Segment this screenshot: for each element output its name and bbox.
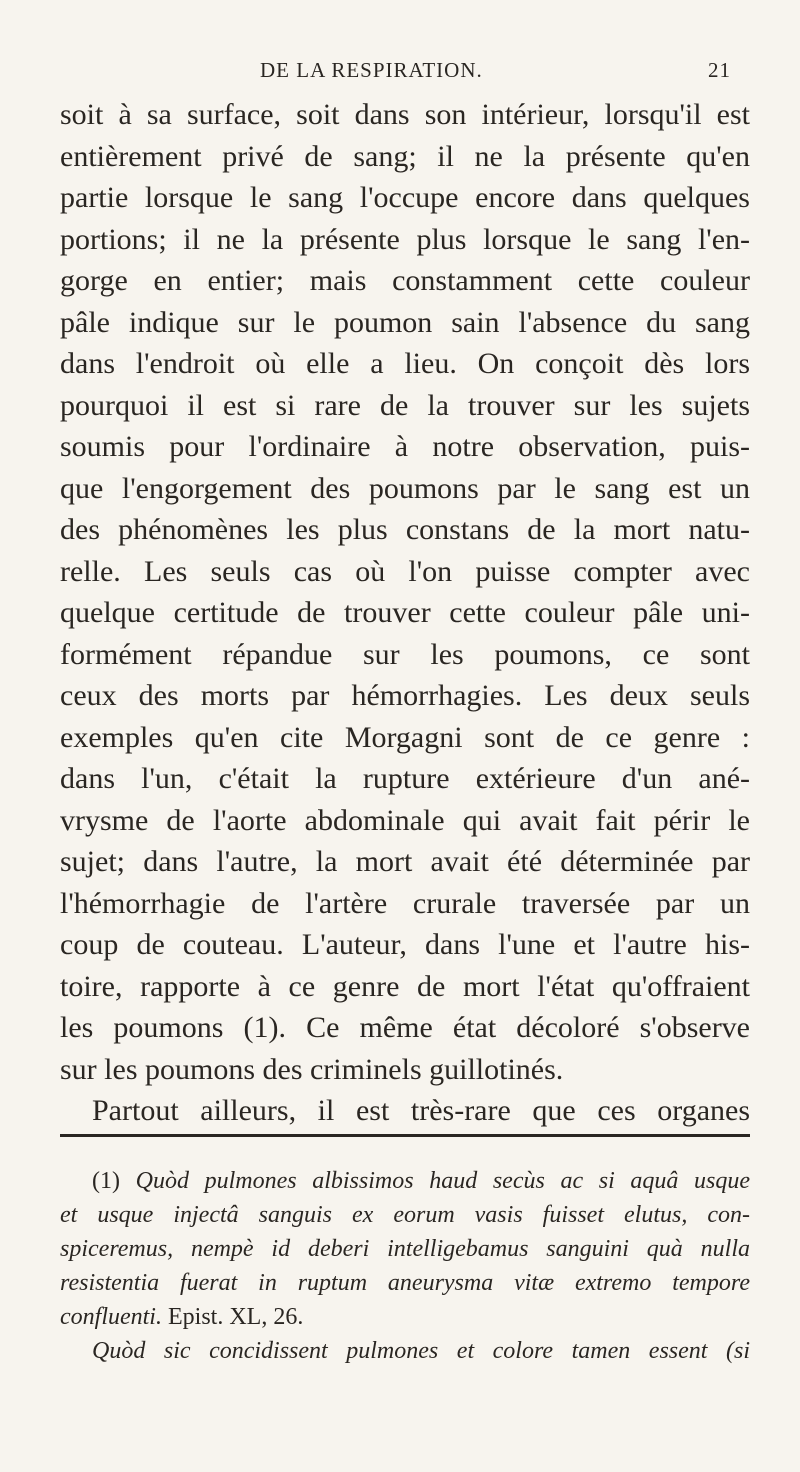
text-line: relle. Les seuls cas où l'on puisse compter avec	[60, 554, 750, 588]
text-line: soit à sa surface, soit dans son intérieur, lorsqu'il est	[60, 98, 750, 131]
text-line: partie lorsque le sang l'occupe encore dans quelques	[60, 181, 750, 214]
footnote-marker: (1)	[92, 1168, 120, 1194]
footnote-divider	[60, 1134, 750, 1137]
text-line: dans l'endroit où elle a lieu. On conçoit dès lors	[60, 347, 750, 380]
text-line: pâle indique sur le poumon sain l'absence du sang	[60, 305, 750, 339]
text-line: exemples qu'en cite Morgagni sont de ce genre :	[60, 720, 750, 754]
text-line: formément répandue sur les poumons, ce sont	[60, 637, 750, 671]
text-line: dans l'un, c'était la rupture extérieure d'un ané-	[60, 762, 750, 795]
text-line: coup de couteau. L'auteur, dans l'une et l'autre his-	[60, 928, 750, 961]
footnote-citation: Epist. XL, 26.	[167, 1304, 304, 1330]
running-title: DE LA RESPIRATION.	[260, 58, 483, 82]
footnotes	[60, 1164, 750, 1368]
text-line: portions; il ne la présente plus lorsque le sang l'en-	[60, 222, 750, 256]
footnote-line: Quòd sic concidissent pulmones et colore tamen essent (si	[92, 1338, 750, 1364]
footnote-line: resistentia fuerat in ruptum aneurysma vitæ extremo tempore	[60, 1270, 750, 1296]
footnote-text: confluenti.	[60, 1304, 162, 1330]
text-line: quelque certitude de trouver cette couleur pâle uni-	[60, 596, 750, 629]
text-line: toire, rapporte à ce genre de mort l'état qu'offraient	[60, 969, 750, 1003]
footnote-text: Quòd pulmones albissimos haud secùs ac si aquâ usque	[135, 1168, 750, 1194]
text-line: que l'engorgement des poumons par le sang est un	[60, 471, 750, 505]
text-line: gorge en entier; mais constamment cette couleur	[60, 264, 750, 297]
body-text	[60, 94, 750, 1132]
footnote-line	[60, 1300, 750, 1334]
page-number: 21	[708, 58, 731, 82]
text-line: entièrement privé de sang; il ne la présente qu'en	[60, 139, 750, 173]
text-line: vrysme de l'aorte abdominale qui avait fait périr le	[60, 803, 750, 837]
text-line: sujet; dans l'autre, la mort avait été déterminée par	[60, 845, 750, 878]
footnote-line: spiceremus, nempè id deberi intelligebamus sanguini quà nulla	[60, 1236, 750, 1262]
text-line: l'hémorrhagie de l'artère crurale traversée par un	[60, 886, 750, 920]
footnote-line: et usque injectâ sanguis ex eorum vasis fuisset elutus, con-	[60, 1202, 750, 1228]
text-line: les poumons (1). Ce même état décoloré s'observe	[60, 1011, 750, 1044]
text-line: des phénomènes les plus constans de la mort natu-	[60, 513, 750, 546]
text-line: sur les poumons des criminels guillotinés.	[60, 1052, 564, 1086]
footnote-line	[60, 1164, 750, 1198]
text-line: ceux des morts par hémorrhagies. Les deux seuls	[60, 679, 750, 712]
text-line: soumis pour l'ordinaire à notre observation, puis-	[60, 430, 750, 463]
text-line: Partout ailleurs, il est très-rare que ces organes	[92, 1094, 750, 1127]
page-header	[0, 58, 800, 88]
text-line: pourquoi il est si rare de la trouver sur les sujets	[60, 388, 750, 422]
